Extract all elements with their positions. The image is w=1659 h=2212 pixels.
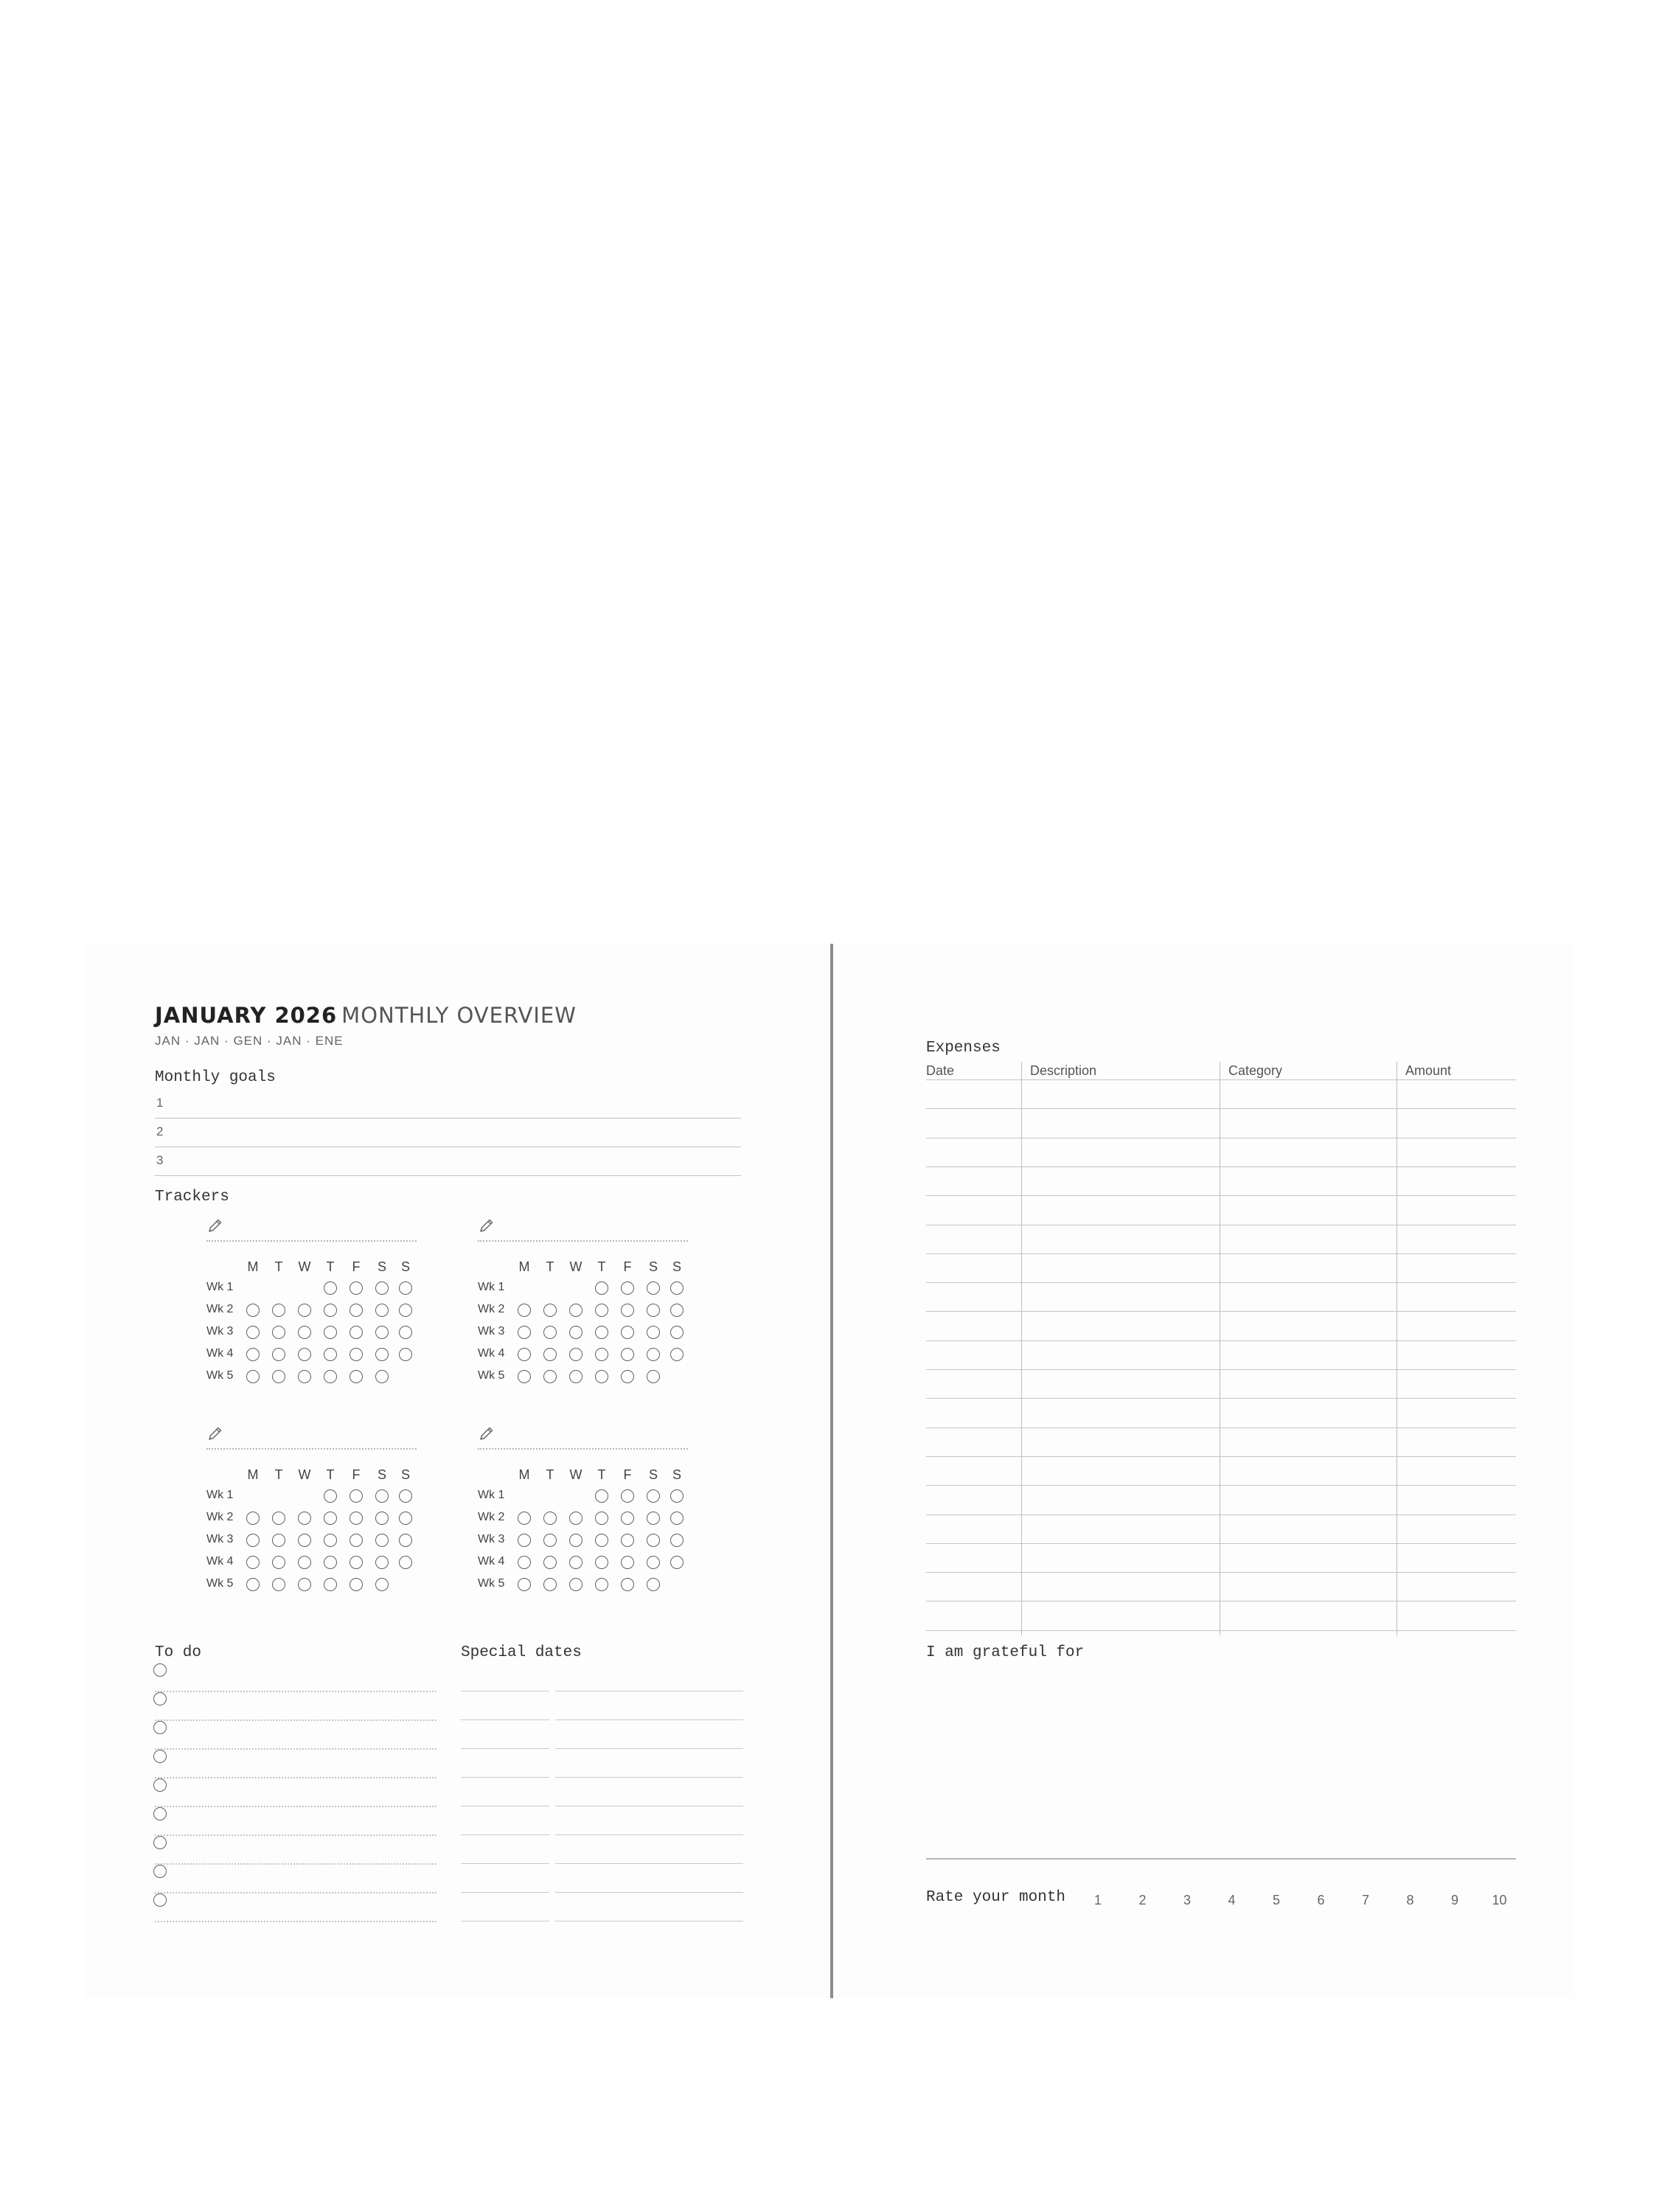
tracker-day-label: S	[377, 1259, 386, 1274]
tracker-day-label: S	[400, 1467, 410, 1482]
special-date-field[interactable]	[461, 1834, 549, 1864]
left-page	[155, 995, 745, 1954]
tracker-checkbox[interactable]	[518, 1512, 531, 1525]
tracker-checkbox[interactable]	[246, 1512, 260, 1525]
tracker-day-label: T	[546, 1259, 554, 1274]
tracker-checkbox[interactable]	[595, 1578, 608, 1591]
tracker-week-label: Wk 4	[206, 1555, 234, 1568]
rating-option[interactable]: 3	[1183, 1893, 1191, 1907]
tracker-checkbox[interactable]	[246, 1370, 260, 1383]
tracker-checkbox[interactable]	[569, 1512, 582, 1525]
tracker-checkbox[interactable]	[375, 1578, 389, 1591]
tracker-checkbox[interactable]	[399, 1281, 412, 1295]
tracker-week-label: Wk 1	[478, 1489, 505, 1501]
tracker-day-label: M	[247, 1467, 259, 1482]
tracker-checkbox[interactable]	[595, 1534, 608, 1547]
tracker-checkbox[interactable]	[324, 1281, 337, 1295]
tracker-week-label: Wk 1	[478, 1281, 505, 1293]
tracker-checkbox[interactable]	[324, 1304, 337, 1317]
tracker-checkbox[interactable]	[349, 1556, 363, 1569]
tracker-checkbox[interactable]	[543, 1512, 557, 1525]
todo-checkbox[interactable]	[153, 1865, 167, 1878]
tracker-checkbox[interactable]	[647, 1281, 660, 1295]
tracker-week-label: Wk 3	[206, 1533, 234, 1545]
tracker-checkbox[interactable]	[670, 1326, 684, 1339]
expenses-row-line	[926, 1079, 1516, 1080]
tracker-checkbox[interactable]	[375, 1556, 389, 1569]
tracker-week-label: Wk 5	[206, 1369, 234, 1382]
tracker-week-label: Wk 1	[206, 1281, 234, 1293]
todo-item[interactable]	[155, 1806, 437, 1836]
todo-item[interactable]	[155, 1863, 437, 1893]
tracker-checkbox[interactable]	[670, 1281, 684, 1295]
rating-option[interactable]: 8	[1406, 1893, 1414, 1907]
tracker-day-label: T	[546, 1467, 554, 1482]
expenses-row-line[interactable]	[926, 1340, 1516, 1341]
special-dates-label: Special dates	[461, 1644, 582, 1661]
goal-row[interactable]	[155, 1090, 741, 1119]
tracker-checkbox[interactable]	[647, 1326, 660, 1339]
todo-checkbox[interactable]	[153, 1721, 167, 1734]
tracker-name-line[interactable]	[478, 1448, 688, 1450]
special-date-field[interactable]	[461, 1863, 549, 1893]
tracker-checkbox[interactable]	[647, 1304, 660, 1317]
tracker-checkbox[interactable]	[349, 1534, 363, 1547]
tracker-day-label: S	[672, 1467, 681, 1482]
tracker-day-label: T	[274, 1467, 283, 1482]
expenses-label: Expenses	[926, 1040, 1001, 1057]
tracker-checkbox[interactable]	[399, 1534, 412, 1547]
title-section: MONTHLY OVERVIEW	[341, 1003, 577, 1028]
tracker-week-label: Wk 3	[206, 1325, 234, 1338]
todo-item[interactable]	[155, 1892, 437, 1922]
tracker-checkbox[interactable]	[595, 1556, 608, 1569]
trackers-label: Trackers	[155, 1189, 229, 1206]
tracker-week-label: Wk 2	[206, 1303, 234, 1315]
special-date-field[interactable]	[461, 1892, 549, 1921]
tracker-day-label: W	[569, 1467, 582, 1482]
tracker-week-label: Wk 5	[478, 1369, 505, 1382]
goal-number: 1	[156, 1096, 164, 1110]
pencil-icon	[478, 1217, 495, 1234]
tracker-checkbox[interactable]	[621, 1326, 634, 1339]
tracker-checkbox[interactable]	[272, 1556, 285, 1569]
habit-tracker-3	[155, 1425, 410, 1594]
rating-option[interactable]: 7	[1361, 1893, 1369, 1907]
special-event-field[interactable]	[555, 1806, 743, 1835]
special-date-field[interactable]	[461, 1806, 549, 1835]
tracker-checkbox[interactable]	[349, 1281, 363, 1295]
tracker-checkbox[interactable]	[569, 1304, 582, 1317]
tracker-week-label: Wk 2	[478, 1303, 505, 1315]
tracker-week-label: Wk 4	[478, 1555, 505, 1568]
todo-checkbox[interactable]	[153, 1778, 167, 1792]
tracker-week-label: Wk 3	[478, 1533, 505, 1545]
tracker-checkbox[interactable]	[246, 1534, 260, 1547]
tracker-day-label: F	[623, 1259, 632, 1274]
tracker-checkbox[interactable]	[272, 1370, 285, 1383]
tracker-checkbox[interactable]	[621, 1556, 634, 1569]
rate-month-label: Rate your month	[926, 1889, 1066, 1906]
tracker-checkbox[interactable]	[569, 1578, 582, 1591]
todo-item[interactable]	[155, 1662, 437, 1692]
expenses-row-line[interactable]	[926, 1427, 1516, 1428]
tracker-checkbox[interactable]	[543, 1326, 557, 1339]
tracker-checkbox[interactable]	[399, 1556, 412, 1569]
special-event-field[interactable]	[555, 1777, 743, 1806]
tracker-checkbox[interactable]	[399, 1512, 412, 1525]
tracker-checkbox[interactable]	[569, 1348, 582, 1361]
tracker-day-label: M	[247, 1259, 259, 1274]
tracker-checkbox[interactable]	[518, 1534, 531, 1547]
tracker-week-label: Wk 2	[206, 1511, 234, 1523]
habit-tracker-1	[155, 1217, 410, 1386]
expenses-col-description: Description	[1030, 1063, 1097, 1078]
tracker-checkbox[interactable]	[543, 1556, 557, 1569]
tracker-checkbox[interactable]	[324, 1512, 337, 1525]
tracker-week-label: Wk 5	[478, 1577, 505, 1590]
rating-option[interactable]: 10	[1492, 1893, 1507, 1907]
tracker-checkbox[interactable]	[518, 1348, 531, 1361]
special-date-field[interactable]	[461, 1719, 549, 1749]
tracker-checkbox[interactable]	[349, 1348, 363, 1361]
tracker-checkbox[interactable]	[375, 1534, 389, 1547]
tracker-name-line[interactable]	[206, 1240, 417, 1242]
tracker-day-label: T	[274, 1259, 283, 1274]
tracker-day-label: M	[518, 1259, 530, 1274]
tracker-checkbox[interactable]	[349, 1512, 363, 1525]
tracker-checkbox[interactable]	[324, 1578, 337, 1591]
tracker-checkbox[interactable]	[375, 1348, 389, 1361]
special-event-field[interactable]	[555, 1834, 743, 1864]
special-event-field[interactable]	[555, 1863, 743, 1893]
tracker-checkbox[interactable]	[298, 1512, 311, 1525]
tracker-checkbox[interactable]	[349, 1489, 363, 1503]
tracker-day-label: W	[298, 1467, 311, 1482]
expenses-row-line[interactable]	[926, 1485, 1516, 1486]
todo-label: To do	[155, 1644, 202, 1661]
todo-checkbox[interactable]	[153, 1807, 167, 1820]
tracker-checkbox[interactable]	[375, 1370, 389, 1383]
expenses-row-line[interactable]	[926, 1398, 1516, 1399]
tracker-checkbox[interactable]	[324, 1348, 337, 1361]
expenses-col-category: Category	[1228, 1063, 1283, 1078]
tracker-checkbox[interactable]	[647, 1512, 660, 1525]
expenses-row-line[interactable]	[926, 1630, 1516, 1631]
expenses-row-line[interactable]	[926, 1282, 1516, 1283]
pencil-icon	[478, 1425, 495, 1442]
tracker-checkbox[interactable]	[272, 1348, 285, 1361]
goal-number: 2	[156, 1124, 164, 1138]
tracker-checkbox[interactable]	[647, 1556, 660, 1569]
tracker-checkbox[interactable]	[246, 1578, 260, 1591]
tracker-day-label: W	[298, 1259, 311, 1274]
grateful-label: I am grateful for	[926, 1644, 1085, 1661]
tracker-checkbox[interactable]	[518, 1326, 531, 1339]
tracker-checkbox[interactable]	[272, 1578, 285, 1591]
tracker-checkbox[interactable]	[670, 1304, 684, 1317]
tracker-checkbox[interactable]	[543, 1370, 557, 1383]
special-date-field[interactable]	[461, 1748, 549, 1778]
tracker-checkbox[interactable]	[647, 1348, 660, 1361]
tracker-name-line[interactable]	[478, 1240, 688, 1242]
expenses-row-line[interactable]	[926, 1514, 1516, 1515]
expenses-row-line[interactable]	[926, 1108, 1516, 1109]
tracker-checkbox[interactable]	[518, 1304, 531, 1317]
tracker-week-label: Wk 1	[206, 1489, 234, 1501]
tracker-day-label: F	[623, 1467, 632, 1482]
tracker-day-label: T	[326, 1259, 335, 1274]
table-divider	[1021, 1062, 1022, 1635]
expenses-row-line[interactable]	[926, 1195, 1516, 1196]
tracker-checkbox[interactable]	[670, 1512, 684, 1525]
goal-row[interactable]	[155, 1147, 741, 1176]
tracker-checkbox[interactable]	[518, 1556, 531, 1569]
tracker-checkbox[interactable]	[298, 1326, 311, 1339]
pencil-icon	[206, 1217, 224, 1234]
tracker-checkbox[interactable]	[647, 1489, 660, 1503]
special-event-field[interactable]	[555, 1662, 743, 1691]
tracker-checkbox[interactable]	[298, 1578, 311, 1591]
tracker-checkbox[interactable]	[670, 1348, 684, 1361]
tracker-day-label: T	[597, 1467, 606, 1482]
rating-option[interactable]: 5	[1272, 1893, 1280, 1907]
expenses-col-amount: Amount	[1405, 1063, 1452, 1078]
tracker-day-label: S	[672, 1259, 681, 1274]
tracker-week-label: Wk 4	[206, 1347, 234, 1360]
tracker-checkbox[interactable]	[246, 1304, 260, 1317]
tracker-checkbox[interactable]	[621, 1370, 634, 1383]
tracker-day-label: W	[569, 1259, 582, 1274]
special-event-field[interactable]	[555, 1892, 743, 1921]
special-date-field[interactable]	[461, 1777, 549, 1806]
tracker-checkbox[interactable]	[246, 1326, 260, 1339]
tracker-checkbox[interactable]	[595, 1304, 608, 1317]
rating-option[interactable]: 2	[1138, 1893, 1147, 1907]
tracker-checkbox[interactable]	[670, 1534, 684, 1547]
todo-checkbox[interactable]	[153, 1893, 167, 1907]
tracker-day-label: M	[518, 1467, 530, 1482]
special-event-field[interactable]	[555, 1691, 743, 1720]
todo-checkbox[interactable]	[153, 1750, 167, 1763]
title-month: JANUARY 2026	[155, 1003, 338, 1028]
tracker-day-label: F	[352, 1467, 361, 1482]
tracker-name-line[interactable]	[206, 1448, 417, 1450]
tracker-checkbox[interactable]	[324, 1556, 337, 1569]
tracker-checkbox[interactable]	[272, 1326, 285, 1339]
todo-checkbox[interactable]	[153, 1663, 167, 1677]
tracker-checkbox[interactable]	[375, 1326, 389, 1339]
expenses-row-line[interactable]	[926, 1456, 1516, 1457]
pencil-icon	[206, 1425, 224, 1442]
tracker-checkbox[interactable]	[670, 1489, 684, 1503]
tracker-checkbox[interactable]	[349, 1304, 363, 1317]
tracker-checkbox[interactable]	[298, 1370, 311, 1383]
tracker-day-label: S	[400, 1259, 410, 1274]
tracker-checkbox[interactable]	[621, 1534, 634, 1547]
tracker-checkbox[interactable]	[569, 1326, 582, 1339]
tracker-week-label: Wk 5	[206, 1577, 234, 1590]
expenses-row-line[interactable]	[926, 1369, 1516, 1370]
tracker-checkbox[interactable]	[569, 1534, 582, 1547]
page-spine	[830, 944, 833, 1998]
tracker-checkbox[interactable]	[349, 1578, 363, 1591]
tracker-checkbox[interactable]	[670, 1556, 684, 1569]
habit-tracker-2	[426, 1217, 681, 1386]
special-event-field[interactable]	[555, 1719, 743, 1749]
tracker-checkbox[interactable]	[298, 1556, 311, 1569]
special-event-field[interactable]	[555, 1748, 743, 1778]
special-date-field[interactable]	[461, 1691, 549, 1720]
rating-option[interactable]: 6	[1317, 1893, 1325, 1907]
tracker-week-label: Wk 3	[478, 1325, 505, 1338]
tracker-checkbox[interactable]	[246, 1556, 260, 1569]
tracker-day-label: S	[377, 1467, 386, 1482]
tracker-checkbox[interactable]	[298, 1304, 311, 1317]
tracker-day-label: F	[352, 1259, 361, 1274]
tracker-checkbox[interactable]	[272, 1534, 285, 1547]
tracker-checkbox[interactable]	[518, 1578, 531, 1591]
tracker-checkbox[interactable]	[375, 1304, 389, 1317]
tracker-week-label: Wk 4	[478, 1347, 505, 1360]
tracker-checkbox[interactable]	[399, 1304, 412, 1317]
tracker-week-label: Wk 2	[478, 1511, 505, 1523]
tracker-checkbox[interactable]	[621, 1281, 634, 1295]
todo-item[interactable]	[155, 1834, 437, 1865]
tracker-checkbox[interactable]	[375, 1281, 389, 1295]
tracker-day-label: S	[648, 1467, 658, 1482]
tracker-checkbox[interactable]	[621, 1348, 634, 1361]
tracker-checkbox[interactable]	[595, 1370, 608, 1383]
monthly-goals-label: Monthly goals	[155, 1069, 276, 1086]
tracker-checkbox[interactable]	[647, 1534, 660, 1547]
tracker-checkbox[interactable]	[647, 1370, 660, 1383]
todo-item[interactable]	[155, 1777, 437, 1807]
tracker-checkbox[interactable]	[543, 1534, 557, 1547]
goal-row[interactable]	[155, 1119, 741, 1147]
todo-checkbox[interactable]	[153, 1836, 167, 1849]
tracker-day-label: T	[326, 1467, 335, 1482]
rating-option[interactable]: 4	[1228, 1893, 1236, 1907]
expenses-col-date: Date	[926, 1063, 955, 1078]
tracker-checkbox[interactable]	[543, 1348, 557, 1361]
rating-option[interactable]: 9	[1450, 1893, 1458, 1907]
goal-number: 3	[156, 1153, 164, 1167]
special-date-field[interactable]	[461, 1662, 549, 1691]
rating-option[interactable]: 1	[1093, 1893, 1102, 1907]
tracker-checkbox[interactable]	[272, 1512, 285, 1525]
tracker-checkbox[interactable]	[569, 1370, 582, 1383]
tracker-checkbox[interactable]	[595, 1326, 608, 1339]
todo-checkbox[interactable]	[153, 1692, 167, 1705]
todo-item[interactable]	[155, 1748, 437, 1778]
rating-divider	[926, 1858, 1516, 1860]
tracker-checkbox[interactable]	[518, 1370, 531, 1383]
tracker-checkbox[interactable]	[298, 1534, 311, 1547]
tracker-checkbox[interactable]	[272, 1304, 285, 1317]
tracker-checkbox[interactable]	[595, 1512, 608, 1525]
tracker-checkbox[interactable]	[246, 1348, 260, 1361]
tracker-checkbox[interactable]	[595, 1281, 608, 1295]
tracker-checkbox[interactable]	[543, 1578, 557, 1591]
expenses-row-line[interactable]	[926, 1572, 1516, 1573]
tracker-checkbox[interactable]	[621, 1304, 634, 1317]
right-page	[926, 1018, 1516, 1939]
tracker-checkbox[interactable]	[349, 1370, 363, 1383]
tracker-checkbox[interactable]	[569, 1556, 582, 1569]
tracker-checkbox[interactable]	[595, 1489, 608, 1503]
tracker-checkbox[interactable]	[399, 1489, 412, 1503]
tracker-checkbox[interactable]	[621, 1512, 634, 1525]
todo-item[interactable]	[155, 1691, 437, 1721]
month-translations: JAN · JAN · GEN · JAN · ENE	[155, 1034, 344, 1048]
tracker-checkbox[interactable]	[595, 1348, 608, 1361]
tracker-checkbox[interactable]	[324, 1489, 337, 1503]
expenses-row-line[interactable]	[926, 1311, 1516, 1312]
tracker-checkbox[interactable]	[324, 1370, 337, 1383]
page-title	[155, 1003, 577, 1028]
expenses-row-line[interactable]	[926, 1543, 1516, 1544]
tracker-checkbox[interactable]	[621, 1489, 634, 1503]
expenses-row-line[interactable]	[926, 1166, 1516, 1167]
tracker-day-label: S	[648, 1259, 658, 1274]
tracker-checkbox[interactable]	[324, 1534, 337, 1547]
tracker-checkbox[interactable]	[324, 1326, 337, 1339]
tracker-checkbox[interactable]	[375, 1489, 389, 1503]
tracker-checkbox[interactable]	[399, 1326, 412, 1339]
todo-item[interactable]	[155, 1719, 437, 1750]
expenses-row-line[interactable]	[926, 1253, 1516, 1254]
tracker-checkbox[interactable]	[543, 1304, 557, 1317]
tracker-checkbox[interactable]	[647, 1578, 660, 1591]
tracker-day-label: T	[597, 1259, 606, 1274]
tracker-checkbox[interactable]	[621, 1578, 634, 1591]
habit-tracker-4	[426, 1425, 681, 1594]
tracker-checkbox[interactable]	[298, 1348, 311, 1361]
tracker-checkbox[interactable]	[375, 1512, 389, 1525]
tracker-checkbox[interactable]	[349, 1326, 363, 1339]
tracker-checkbox[interactable]	[399, 1348, 412, 1361]
